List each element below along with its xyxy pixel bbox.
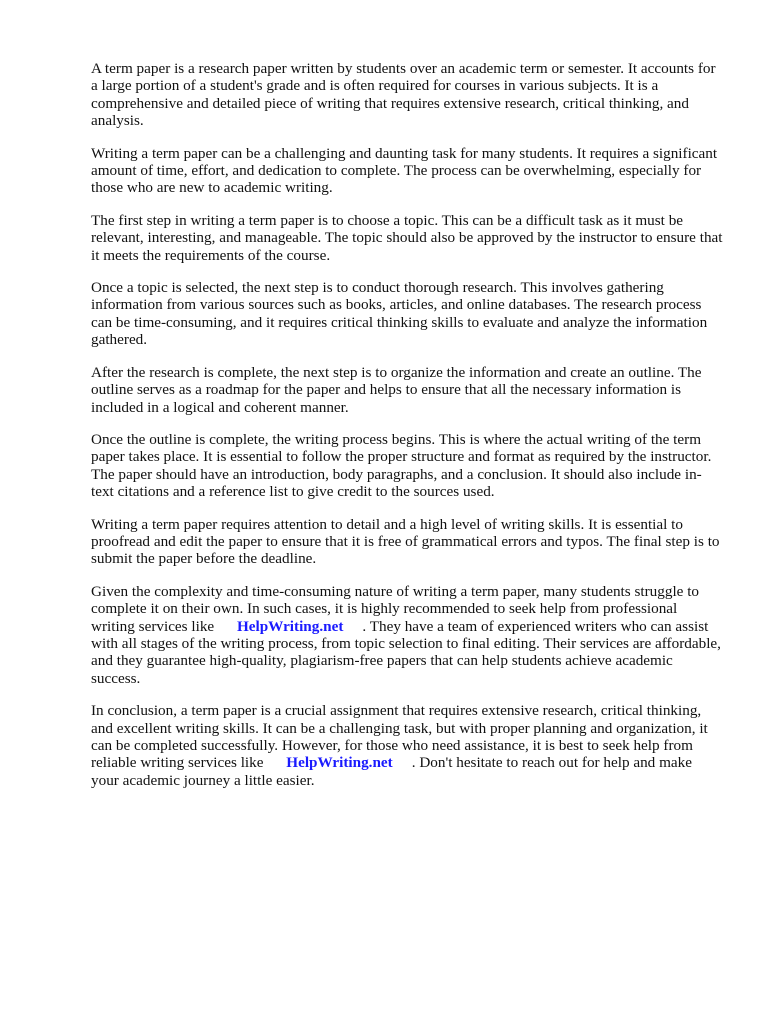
- paragraph-8-text-after: . They have a team of experienced writers who can assist with all stages of the writing process, from topic selection to final editing. Their services are affordable, and they guarantee high-quality, plagiarism-free papers that can help students achieve academic success.: [91, 617, 721, 687]
- paragraph-8-text-before: Given the complexity and time-consuming nature of writing a term paper, many students struggle to complete it on their own. In such cases, it is highly recommended to seek help from professional writing services like: [91, 582, 700, 635]
- paragraph-9: [91, 702, 723, 789]
- paragraph-3: The first step in writing a term paper is to choose a topic. This can be a difficult task as it must be relevant, interesting, and manageable. The topic should also be approved by the instructor to ensure that it meets the requirements of the course.: [91, 211, 723, 264]
- paragraph-6: Once the outline is complete, the writing process begins. This is where the actual writing of the term paper takes place. It is essential to follow the proper structure and format as required by the instructor. The paper should have an introduction, body paragraphs, and a conclusion. It should also include in-text citations and a reference list to give credit to the sources used.: [91, 430, 712, 501]
- paragraph-9-text-before: In conclusion, a term paper is a crucial assignment that requires extensive research, critical thinking, and excellent writing skills. It can be a challenging task, but with proper planning and organization, it can be completed successfully. However, for those who need assistance, it is best to seek help from reliable writing services like: [91, 702, 708, 772]
- paragraph-1: A term paper is a research paper written by students over an academic term or semester. It accounts for a large portion of a student's grade and is often required for courses in various subjects. It is a comprehensive and detailed piece of writing that requires extensive research, critical thinking, and analysis.: [91, 60, 716, 130]
- helpwriting-link[interactable]: HelpWriting.net: [236, 617, 344, 635]
- paragraph-4: Once a topic is selected, the next step is to conduct thorough research. This involves gathering information from various sources such as books, articles, and online databases. The research process can be time-consuming, and it requires critical thinking skills to evaluate and analyze the information gathered.: [91, 279, 708, 349]
- document-body: [91, 60, 723, 804]
- paragraph-5: After the research is complete, the next step is to organize the information and create an outline. The outline serves as a roadmap for the paper and helps to ensure that all the necessary information is included in a logical and coherent manner.: [91, 363, 702, 416]
- paragraph-8: [91, 583, 723, 687]
- paragraph-9-text-after: . Don't hesitate to reach out for help and make your academic journey a little easier.: [91, 754, 692, 789]
- paragraph-7: Writing a term paper requires attention to detail and a high level of writing skills. It is essential to proofread and edit the paper to ensure that it is free of grammatical errors and typos. The final step is to submit the paper before the deadline.: [91, 515, 720, 568]
- paragraph-2: Writing a term paper can be a challenging and daunting task for many students. It requires a significant amount of time, effort, and dedication to complete. The process can be overwhelming, especially for those who are new to academic writing.: [91, 144, 718, 197]
- helpwriting-link-conclusion[interactable]: HelpWriting.net: [286, 754, 393, 772]
